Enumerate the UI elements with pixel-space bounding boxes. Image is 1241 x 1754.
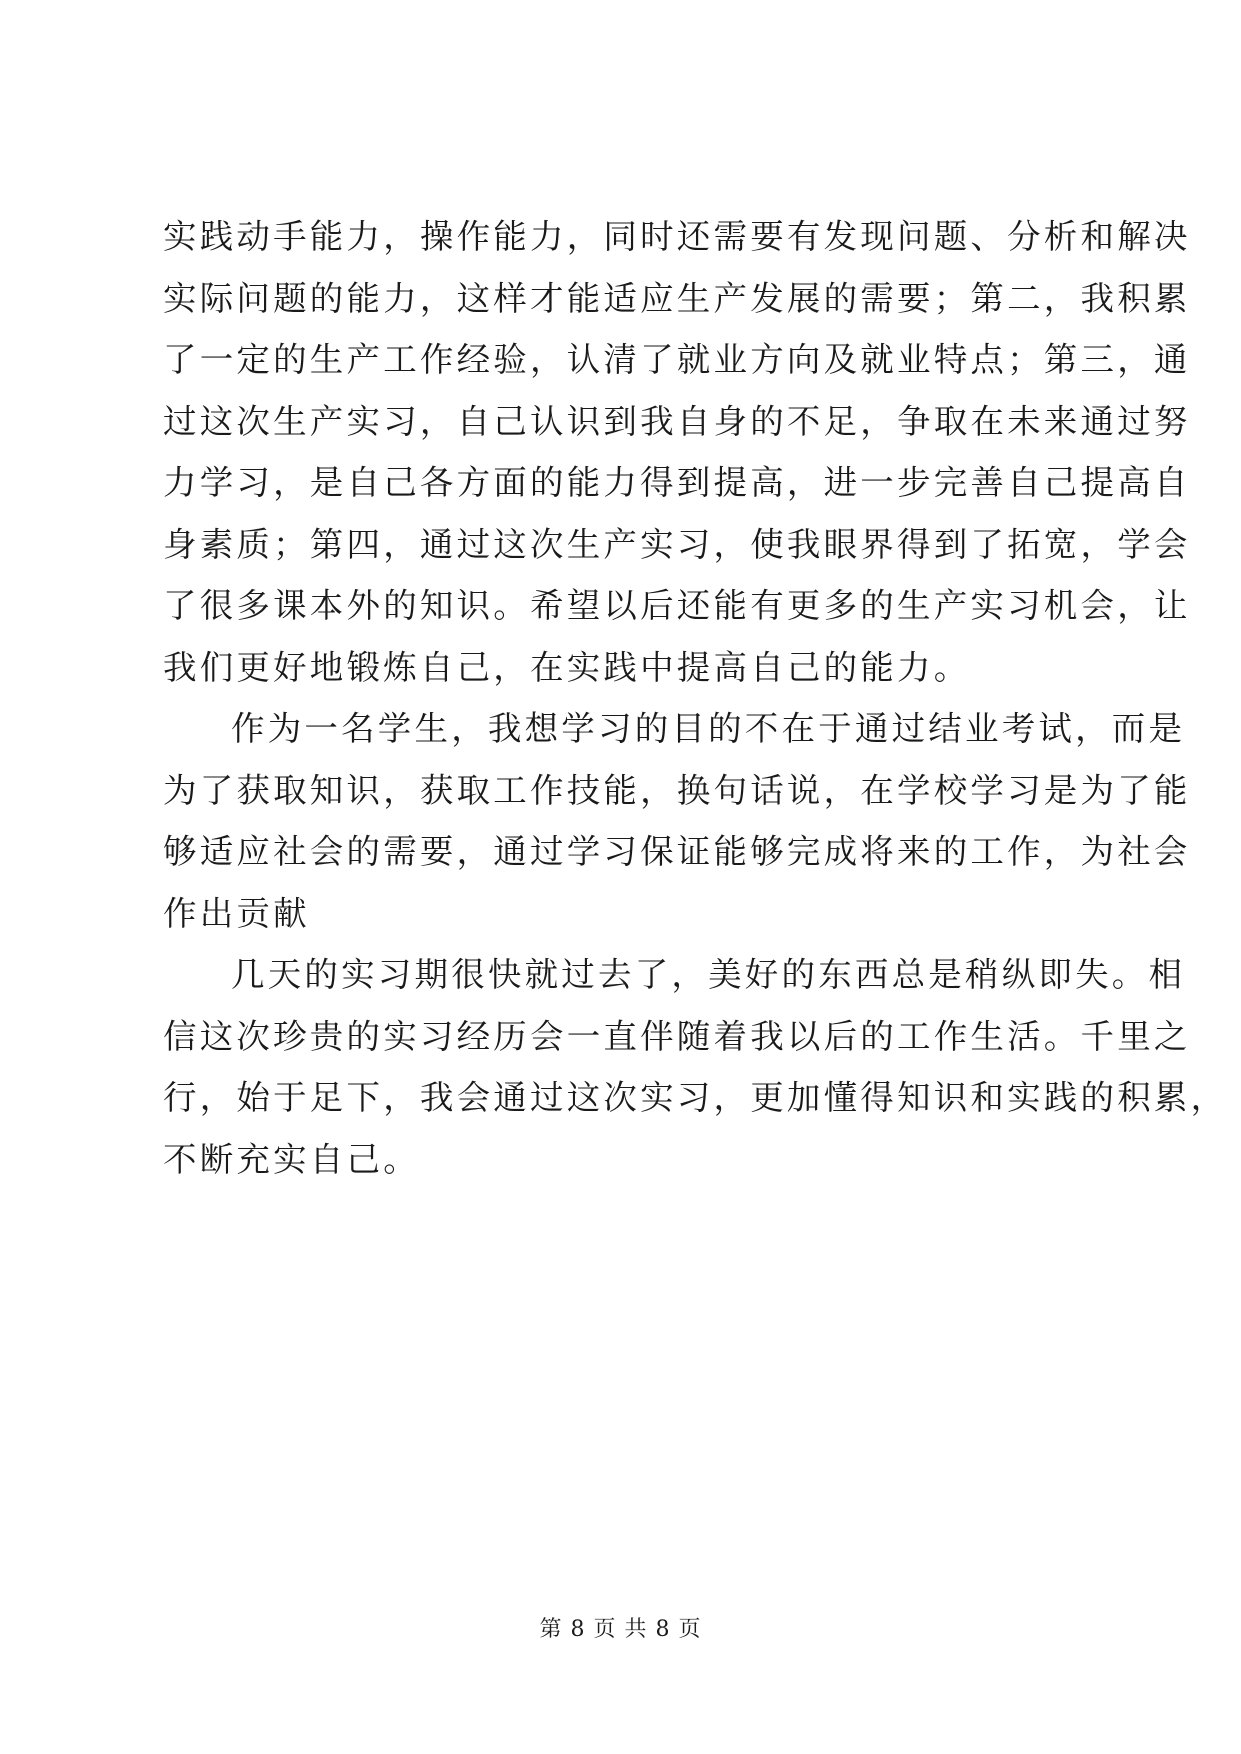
- text-line: 为了获取知识，获取工作技能，换句话说，在学校学习是为了能: [163, 770, 1191, 810]
- text-line: 行，始于足下，我会通过这次实习，更加懂得知识和实践的积累，: [163, 1078, 1228, 1117]
- text-line: 作为一名学生，我想学习的目的不在于通过结业考试，而是: [231, 709, 1186, 748]
- text-line: 实际问题的能力，这样才能适应生产发展的需要；第二，我积累: [163, 278, 1191, 318]
- text-line: 实践动手能力，操作能力，同时还需要有发现问题、分析和解决: [163, 217, 1191, 256]
- text-line: 力学习，是自己各方面的能力得到提高，进一步完善自己提高自: [163, 463, 1191, 502]
- text-line: 了很多课本外的知识。希望以后还能有更多的生产实习机会，让: [163, 586, 1191, 625]
- text-line: 过这次生产实习，自己认识到我自身的不足，争取在未来通过努: [163, 401, 1191, 441]
- text-line: 我们更好地锻炼自己，在实践中提高自己的能力。: [163, 647, 971, 687]
- text-line: 不断充实自己。: [163, 1139, 420, 1179]
- text-line: 作出贡献: [163, 893, 310, 933]
- text-line: 够适应社会的需要，通过学习保证能够完成将来的工作，为社会: [163, 832, 1191, 871]
- document-body: [163, 206, 1228, 1190]
- text-line: 身素质；第四，通过这次生产实习，使我眼界得到了拓宽，学会: [163, 524, 1191, 564]
- text-line: 信这次珍贵的实习经历会一直伴随着我以后的工作生活。千里之: [163, 1016, 1191, 1056]
- paragraph-2: [163, 698, 1191, 944]
- text-line: 几天的实习期很快就过去了，美好的东西总是稍纵即失。相: [231, 955, 1186, 994]
- paragraph-3: [163, 944, 1228, 1190]
- page-number-footer: 第 8 页 共 8 页: [539, 1617, 702, 1642]
- text-line: 了一定的生产工作经验，认清了就业方向及就业特点；第三，通: [163, 340, 1191, 379]
- paragraph-1: [163, 206, 1191, 698]
